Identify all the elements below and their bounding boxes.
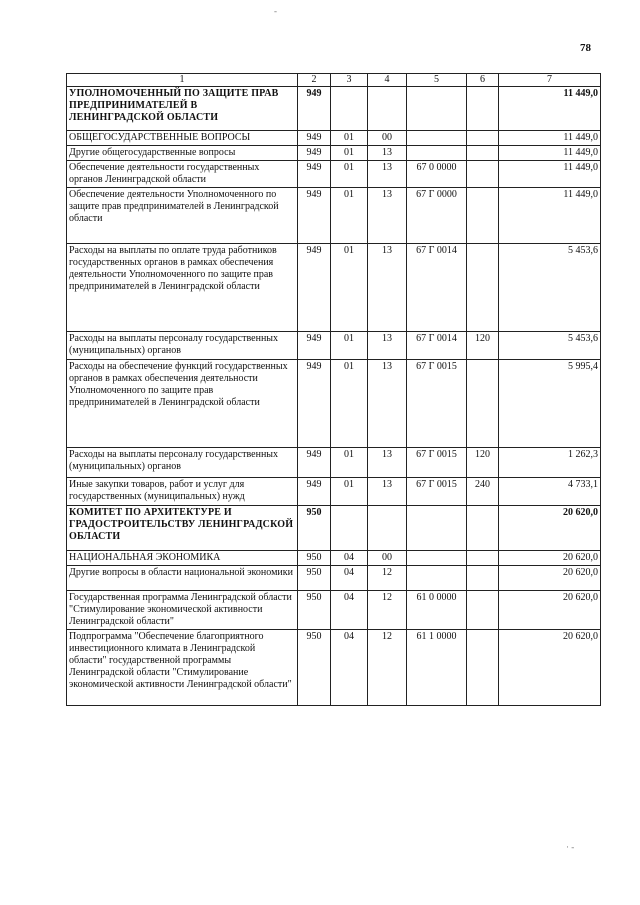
subsection-cell: 13: [368, 448, 407, 478]
bottom-mark: · -: [566, 842, 575, 852]
subsection-cell: 00: [368, 131, 407, 146]
row-name-cell: Обеспечение деятельности Уполномоченного по защите прав предпринимателей в Ленинградской области: [67, 188, 298, 244]
row-name-cell: Расходы на обеспечение функций государственных органов в рамках обеспечения деятельности Уполномоченного по защите прав предпринимателей в Ленинградской области: [67, 360, 298, 448]
ministry-code-cell: 949: [298, 360, 331, 448]
expense-type-cell: [467, 566, 499, 591]
expense-type-cell: 240: [467, 478, 499, 506]
target-article-cell: [407, 566, 467, 591]
row-name-cell: ОБЩЕГОСУДАРСТВЕННЫЕ ВОПРОСЫ: [67, 131, 298, 146]
expense-type-cell: [467, 551, 499, 566]
row-name-cell: Обеспечение деятельности государственных органов Ленинградской области: [67, 161, 298, 188]
col-header: 3: [331, 74, 368, 87]
table-row: [67, 630, 601, 706]
section-cell: [331, 87, 368, 131]
subsection-cell: 13: [368, 360, 407, 448]
expense-type-cell: [467, 161, 499, 188]
table-row: [67, 146, 601, 161]
expense-type-cell: [467, 591, 499, 630]
table-row: [67, 506, 601, 551]
table-row: [67, 551, 601, 566]
ministry-code-cell: 950: [298, 566, 331, 591]
top-mark: -: [274, 6, 277, 16]
target-article-cell: [407, 87, 467, 131]
subsection-cell: 13: [368, 332, 407, 360]
table-row: [67, 131, 601, 146]
row-name-cell: Другие вопросы в области национальной экономики: [67, 566, 298, 591]
ministry-code-cell: 950: [298, 591, 331, 630]
amount-cell: 11 449,0: [499, 188, 601, 244]
ministry-code-cell: 950: [298, 506, 331, 551]
section-cell: 01: [331, 161, 368, 188]
target-article-cell: 67 Г 0014: [407, 244, 467, 332]
amount-cell: 11 449,0: [499, 87, 601, 131]
row-name-cell: Государственная программа Ленинградской области "Стимулирование экономической активности Ленинградской области": [67, 591, 298, 630]
budget-table: [66, 73, 601, 706]
col-header: 2: [298, 74, 331, 87]
col-header: 6: [467, 74, 499, 87]
section-cell: 01: [331, 244, 368, 332]
row-name-cell: Расходы на выплаты персоналу государственных (муниципальных) органов: [67, 332, 298, 360]
page-number: 78: [580, 42, 591, 54]
col-header: 5: [407, 74, 467, 87]
target-article-cell: [407, 506, 467, 551]
section-cell: 01: [331, 188, 368, 244]
row-name-cell: Подпрограмма "Обеспечение благоприятного инвестиционного климата в Ленинградской области" государственной программы Ленинградской области "Стимулирование экономической активности Ленинградской области": [67, 630, 298, 706]
expense-type-cell: [467, 131, 499, 146]
table-row: [67, 161, 601, 188]
expense-type-cell: [467, 244, 499, 332]
row-name-cell: НАЦИОНАЛЬНАЯ ЭКОНОМИКА: [67, 551, 298, 566]
expense-type-cell: 120: [467, 448, 499, 478]
section-cell: 01: [331, 146, 368, 161]
amount-cell: 5 453,6: [499, 332, 601, 360]
subsection-cell: 12: [368, 630, 407, 706]
header-row: [67, 74, 601, 87]
amount-cell: 4 733,1: [499, 478, 601, 506]
row-name-cell: КОМИТЕТ ПО АРХИТЕКТУРЕ И ГРАДОСТРОИТЕЛЬСТВУ ЛЕНИНГРАДСКОЙ ОБЛАСТИ: [67, 506, 298, 551]
col-header: 1: [67, 74, 298, 87]
subsection-cell: [368, 506, 407, 551]
section-cell: [331, 506, 368, 551]
ministry-code-cell: 949: [298, 131, 331, 146]
ministry-code-cell: 949: [298, 161, 331, 188]
amount-cell: 5 453,6: [499, 244, 601, 332]
row-name-cell: УПОЛНОМОЧЕННЫЙ ПО ЗАЩИТЕ ПРАВ ПРЕДПРИНИМАТЕЛЕЙ В ЛЕНИНГРАДСКОЙ ОБЛАСТИ: [67, 87, 298, 131]
section-cell: 04: [331, 591, 368, 630]
ministry-code-cell: 949: [298, 448, 331, 478]
target-article-cell: 67 Г 0014: [407, 332, 467, 360]
target-article-cell: 67 Г 0015: [407, 360, 467, 448]
amount-cell: 11 449,0: [499, 146, 601, 161]
table-row: [67, 448, 601, 478]
target-article-cell: 67 Г 0015: [407, 448, 467, 478]
table-row: [67, 332, 601, 360]
subsection-cell: 00: [368, 551, 407, 566]
target-article-cell: 67 Г 0000: [407, 188, 467, 244]
target-article-cell: 67 Г 0015: [407, 478, 467, 506]
section-cell: 04: [331, 551, 368, 566]
section-cell: 01: [331, 360, 368, 448]
subsection-cell: 13: [368, 244, 407, 332]
row-name-cell: Расходы на выплаты персоналу государственных (муниципальных) органов: [67, 448, 298, 478]
ministry-code-cell: 949: [298, 332, 331, 360]
target-article-cell: [407, 551, 467, 566]
col-header: 4: [368, 74, 407, 87]
section-cell: 01: [331, 131, 368, 146]
row-name-cell: Другие общегосударственные вопросы: [67, 146, 298, 161]
subsection-cell: 12: [368, 591, 407, 630]
expense-type-cell: [467, 630, 499, 706]
subsection-cell: 13: [368, 188, 407, 244]
amount-cell: 5 995,4: [499, 360, 601, 448]
table-row: [67, 244, 601, 332]
row-name-cell: Иные закупки товаров, работ и услуг для государственных (муниципальных) нужд: [67, 478, 298, 506]
ministry-code-cell: 949: [298, 188, 331, 244]
target-article-cell: [407, 131, 467, 146]
amount-cell: 20 620,0: [499, 591, 601, 630]
subsection-cell: [368, 87, 407, 131]
subsection-cell: 13: [368, 161, 407, 188]
section-cell: 01: [331, 448, 368, 478]
target-article-cell: 67 0 0000: [407, 161, 467, 188]
amount-cell: 1 262,3: [499, 448, 601, 478]
table-row: [67, 591, 601, 630]
target-article-cell: 61 1 0000: [407, 630, 467, 706]
ministry-code-cell: 949: [298, 478, 331, 506]
expense-type-cell: [467, 87, 499, 131]
amount-cell: 20 620,0: [499, 630, 601, 706]
ministry-code-cell: 950: [298, 551, 331, 566]
amount-cell: 20 620,0: [499, 551, 601, 566]
table-row: [67, 360, 601, 448]
section-cell: 01: [331, 332, 368, 360]
table-row: [67, 566, 601, 591]
amount-cell: 11 449,0: [499, 161, 601, 188]
subsection-cell: 13: [368, 478, 407, 506]
ministry-code-cell: 949: [298, 87, 331, 131]
expense-type-cell: 120: [467, 332, 499, 360]
table-row: [67, 478, 601, 506]
subsection-cell: 12: [368, 566, 407, 591]
row-name-cell: Расходы на выплаты по оплате труда работников государственных органов в рамках обеспечения деятельности Уполномоченного по защите прав предпринимателей в Ленинградской области: [67, 244, 298, 332]
col-header: 7: [499, 74, 601, 87]
table-row: [67, 87, 601, 131]
subsection-cell: 13: [368, 146, 407, 161]
ministry-code-cell: 949: [298, 146, 331, 161]
expense-type-cell: [467, 360, 499, 448]
amount-cell: 11 449,0: [499, 131, 601, 146]
table-row: [67, 188, 601, 244]
section-cell: 04: [331, 630, 368, 706]
amount-cell: 20 620,0: [499, 566, 601, 591]
expense-type-cell: [467, 506, 499, 551]
amount-cell: 20 620,0: [499, 506, 601, 551]
expense-type-cell: [467, 146, 499, 161]
target-article-cell: [407, 146, 467, 161]
ministry-code-cell: 949: [298, 244, 331, 332]
ministry-code-cell: 950: [298, 630, 331, 706]
section-cell: 01: [331, 478, 368, 506]
section-cell: 04: [331, 566, 368, 591]
expense-type-cell: [467, 188, 499, 244]
target-article-cell: 61 0 0000: [407, 591, 467, 630]
